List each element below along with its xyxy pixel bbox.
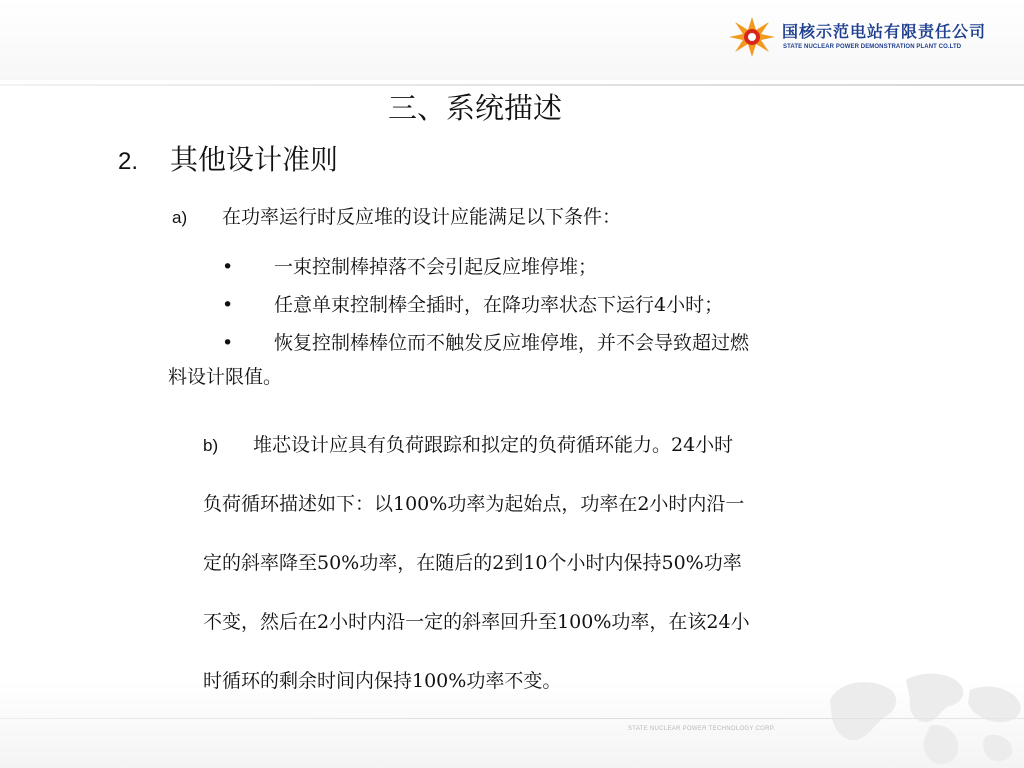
item-a-text: 在功率运行时反应堆的设计应能满足以下条件：: [222, 206, 622, 228]
slide-title: 三、系统描述: [388, 91, 563, 125]
bullet-item: [222, 252, 597, 279]
item-b-line-text: 堆芯设计应具有负荷跟踪和拟定的负荷循环能力。24小时: [253, 434, 734, 456]
logo-chinese-name: 国核示范电站有限责任公司: [782, 22, 987, 41]
bullet-item: [222, 290, 723, 317]
world-map-icon: [810, 660, 1024, 768]
bullet-text: 任意单束控制棒全插时，在降功率状态下运行4小时；: [274, 294, 724, 316]
section-number: 2.: [118, 148, 139, 175]
section-heading: [118, 138, 338, 178]
company-logo: [722, 12, 1022, 62]
bullet-dot-icon: •: [222, 294, 234, 316]
item-b-line: 定的斜率降至50%功率，在随后的2到10个小时内保持50%功率: [203, 552, 742, 574]
footer-company-text: STATE NUCLEAR POWER TECHNOLOGY CORP.: [628, 726, 776, 732]
bullet-item: [222, 328, 749, 355]
sun-star-logo-icon: [728, 16, 776, 58]
bullet-continuation: 料设计限值。: [168, 366, 283, 388]
bullet-text: 恢复控制棒棒位而不触发反应堆停堆，并不会导致超过燃: [274, 332, 750, 354]
bullet-dot-icon: •: [222, 256, 234, 278]
footer-divider: [0, 718, 1024, 719]
bullet-text: 一束控制棒掉落不会引起反应堆停堆；: [274, 256, 598, 278]
item-b-line: 时循环的剩余时间内保持100%功率不变。: [203, 670, 562, 692]
item-b-line: 负荷循环描述如下：以100%功率为起始点，功率在2小时内沿一: [203, 493, 745, 515]
item-b-mark: b): [203, 436, 219, 455]
logo-english-name: STATE NUCLEAR POWER DEMONSTRATION PLANT CO.LTD: [783, 44, 962, 50]
bullet-dot-icon: •: [222, 332, 234, 354]
item-a: [172, 202, 621, 229]
item-b-line: 不变，然后在2小时内沿一定的斜率回升至100%功率，在该24小: [203, 611, 750, 633]
item-a-mark: a): [172, 208, 188, 227]
item-b-line: [203, 416, 923, 475]
section-title: 其他设计准则: [170, 143, 339, 176]
